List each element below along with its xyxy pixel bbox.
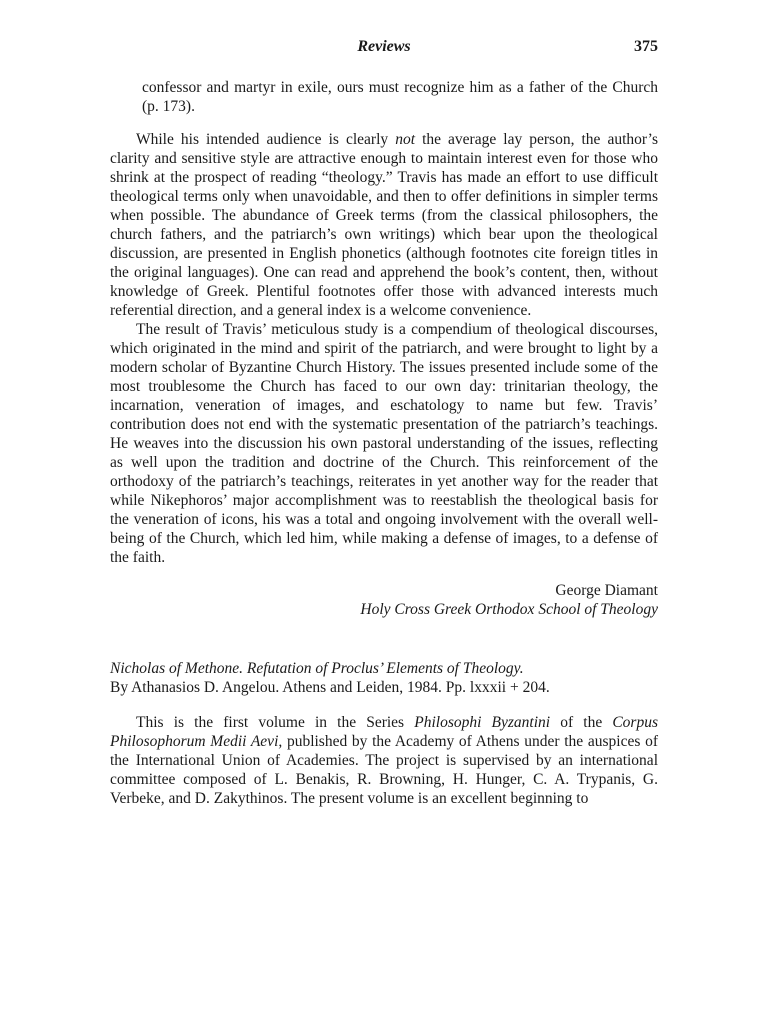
- corpus-name: Corpus Philosophorum Medii Aevi,: [110, 714, 658, 750]
- paragraph-series: [110, 713, 658, 808]
- review-book-title: Nicholas of Methone. Refutation of Proclus’ Elements of Theology.: [110, 660, 524, 677]
- review-byline: By Athanasios D. Angelou. Athens and Leiden, 1984. Pp. lxxxii + 204.: [110, 679, 550, 696]
- emphasis-not: not: [395, 131, 416, 148]
- paragraph-series-a: This is the first volume in the Series: [136, 714, 415, 731]
- reviewer-institution: Holy Cross Greek Orthodox School of Theology: [360, 601, 658, 618]
- page-number: 375: [634, 38, 658, 55]
- page-header: [110, 38, 658, 62]
- series-name: Philosophi Byzantini: [414, 714, 551, 731]
- paragraph-result: The result of Travis’ meticulous study is a compendium of theological discourses, which originated in the mind and spirit of the patriarch, and were brought to light by a modern scholar of Byzantine Church History. The issues presented include some of the most troublesome the Church has faced to our own day: trinitarian theology, the incarnation, veneration of images, and eschatology to name but few. Travis’ contribution does not end with the systematic presentation of the patriarch’s teachings. He weaves into the discussion his own pastoral understanding of the issues, reflecting as well upon the tradition and doctrine of the Church. This reinforcement of the orthodoxy of the patriarch’s teachings, reiterates in yet another way for the reader that while Nikephoros’ major accomplishment was to reestablish the theological basis for the veneration of icons, his was a total and ongoing involvement with the overall well-being of the Church, which led him, while making a defense of images, to a defense of the faith.: [110, 321, 658, 566]
- paragraph-audience-rest: the average lay person, the author’s clarity and sensitive style are attractive enough to maintain interest even for those who shrink at the prospect of reading “theology.” Travis has made an effort to use difficult theological terms only when unavoidable, and then to offer definitions in simpler terms when possible. The abundance of Greek terms (from the classical philosophers, the church fathers, and the patriarch’s own writings) which bear upon the theological discussion, are presented in English phonetics (although footnotes cite foreign titles in the original languages). One can read and apprehend the book’s content, then, without knowledge of Greek. Plentiful footnotes offer those with advanced interests much referential direction, and a general index is a welcome convenience.: [110, 131, 658, 319]
- paragraph-series-b: of the: [550, 714, 613, 731]
- review-heading: [110, 659, 658, 697]
- block-quote: confessor and martyr in exile, ours must recognize him as a father of the Church (p. 173).: [142, 79, 658, 115]
- paragraph-audience: [110, 130, 658, 320]
- reviewer-name: George Diamant: [555, 582, 658, 599]
- body-text: [110, 78, 658, 808]
- paragraph-series-c: published by the Academy of Athens under the auspices of the International Union of Academies. The project is supervised by an international committee composed of L. Benakis, R. Browning, H. Hunger, C. A. Trypanis, G. Verbeke, and D. Zakythinos. The present volume is an excellent beginning to: [110, 733, 658, 807]
- running-title: Reviews: [357, 38, 411, 55]
- reviewer-signature: [110, 581, 658, 619]
- paragraph-audience-start: While his intended audience is clearly: [136, 131, 396, 148]
